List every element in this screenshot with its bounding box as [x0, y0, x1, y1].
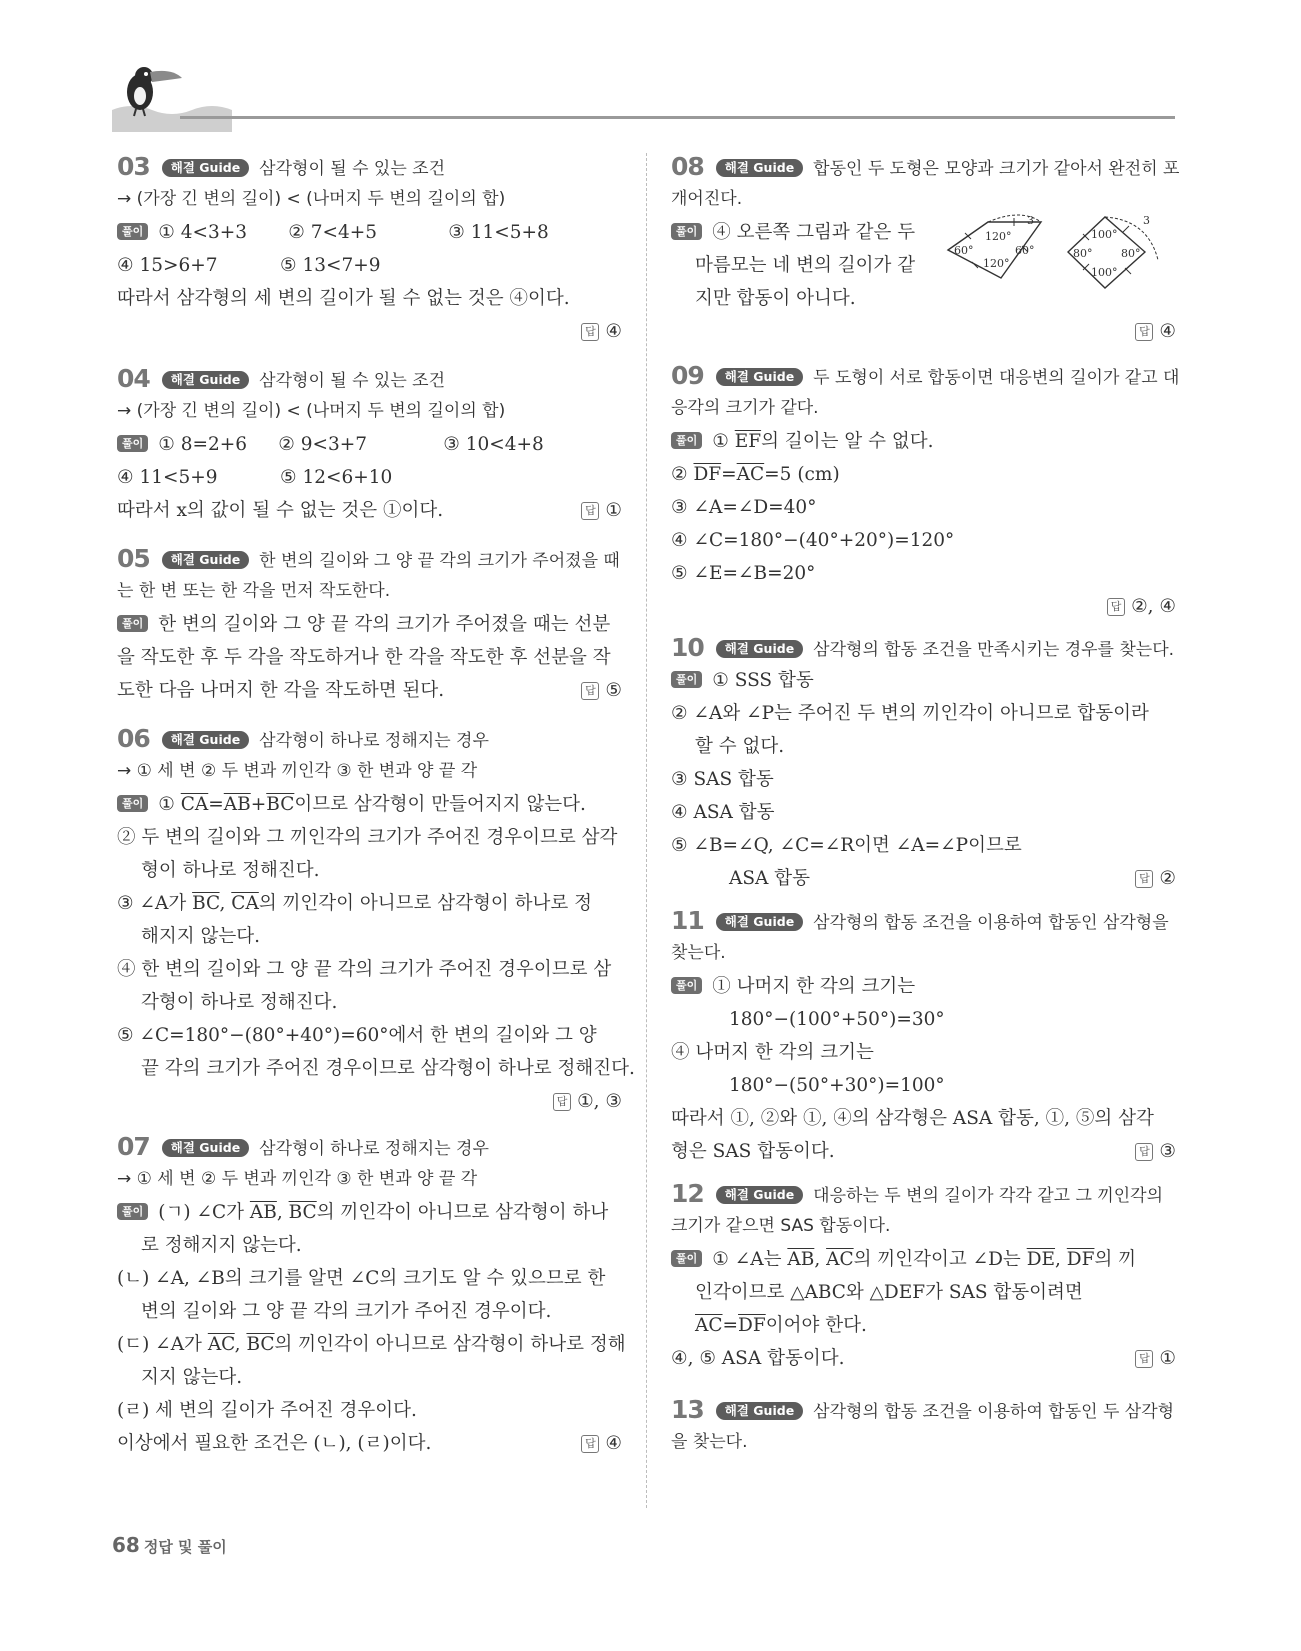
guide-badge: 해결 Guide	[716, 159, 803, 177]
step: ① 나머지 한 각의 크기는	[712, 976, 916, 997]
solution-text: 을 작도한 후 두 각을 작도하거나 한 각을 작도한 후 선분을 작	[117, 647, 611, 668]
step: ⑤ 12<6+10	[280, 467, 393, 488]
guide-text: 삼각형의 합동 조건을 이용하여 합동인 삼각형을	[813, 913, 1169, 933]
length-label: 3	[1027, 214, 1034, 227]
step: ④ 나머지 한 각의 크기는	[671, 1042, 874, 1063]
segment: $\overline{AB}$	[249, 1202, 277, 1223]
guide-text: 삼각형이 하나로 정해지는 경우	[259, 1139, 489, 1159]
angle-label: 80°	[1073, 247, 1093, 260]
guide-badge: 해결 Guide	[716, 913, 803, 931]
step: ④ 11<5+9	[117, 467, 218, 488]
guide-text: 삼각형이 될 수 있는 조건	[259, 159, 446, 179]
guide-text: 개어진다.	[671, 189, 743, 209]
solution-text: 마름모는 네 변의 길이가 같	[695, 255, 916, 276]
angle-label: 100°	[1091, 228, 1118, 241]
problem-number: 12	[671, 1179, 704, 1208]
answer: 답 ④	[1135, 315, 1176, 348]
solution-tag: 풀이	[671, 432, 702, 449]
segment: $\overline{AC}$	[207, 1334, 235, 1355]
segment: $\overline{BC}$	[288, 1202, 317, 1223]
segment: $\overline{AC}$	[826, 1249, 854, 1270]
answer-icon: 답	[581, 502, 599, 520]
step: ③ ∠A=∠D=40°	[671, 497, 817, 518]
guide-badge: 해결 Guide	[716, 1186, 803, 1204]
angle-label: 80°	[1121, 247, 1141, 260]
step: 할 수 없다.	[695, 736, 785, 757]
solution-text: 지지 않는다.	[141, 1367, 243, 1388]
answer: 답 ②	[1135, 862, 1176, 895]
solution-tag: 풀이	[671, 671, 702, 688]
answer-icon: 답	[581, 682, 599, 700]
segment: $\overline{DF}$	[693, 464, 722, 485]
solution-text: 지만 합동이 아니다.	[695, 288, 856, 309]
solution-text: (ㄴ) ∠A, ∠B의 크기를 알면 ∠C의 크기도 알 수 있으므로 한	[117, 1268, 606, 1289]
answer: 답 ④	[581, 315, 622, 348]
step: ① SSS 합동	[712, 670, 814, 691]
solution-text: 로 정해지지 않는다.	[141, 1235, 302, 1256]
rhombus-figures	[943, 212, 1173, 294]
guide-badge: 해결 Guide	[716, 640, 803, 658]
step: ② 7<4+5	[288, 222, 378, 243]
answer: 답 ④	[581, 1427, 622, 1460]
segment: $\overline{AB}$	[223, 794, 251, 815]
conclusion: 이상에서 필요한 조건은 (ㄴ), (ㄹ)이다.	[117, 1433, 432, 1454]
answer-icon: 답	[581, 1435, 599, 1453]
solution-text: 도한 다음 나머지 한 각을 작도하면 된다.	[117, 680, 445, 701]
solution-text: 해지지 않는다.	[141, 926, 260, 947]
problem-number: 13	[671, 1395, 704, 1424]
answer-icon: 답	[1135, 1350, 1153, 1368]
problem-number: 03	[117, 152, 150, 181]
conclusion: 형은 SAS 합동이다.	[671, 1141, 835, 1162]
page-number: 68	[112, 1533, 140, 1557]
angle-label: 120°	[985, 230, 1012, 243]
answer-icon: 답	[553, 1093, 571, 1111]
solution-tag: 풀이	[671, 977, 702, 994]
step: ③ 10<4+8	[443, 434, 544, 455]
problem-number: 11	[671, 906, 704, 935]
segment: $\overline{AC}$	[695, 1315, 723, 1336]
step: ① 4<3+3	[158, 222, 248, 243]
guide-text: 삼각형이 하나로 정해지는 경우	[259, 731, 489, 751]
conclusion: 따라서 삼각형의 세 변의 길이가 될 수 없는 것은 ④이다.	[117, 288, 570, 309]
solution-tag: 풀이	[117, 435, 148, 452]
guide-badge: 해결 Guide	[162, 731, 249, 749]
segment: $\overline{BC}$	[192, 893, 220, 914]
solution-text: ④ 오른쪽 그림과 같은 두	[712, 222, 916, 243]
problem-11	[671, 904, 1176, 1168]
segment: $\overline{CA}$	[180, 794, 209, 815]
conclusion: 따라서 x의 값이 될 수 없는 것은 ①이다.	[117, 500, 444, 521]
guide-text: 는 한 변 또는 한 각을 먼저 작도한다.	[117, 581, 391, 601]
answer: 답 ③	[1135, 1135, 1176, 1168]
step: 180°−(50°+30°)=100°	[729, 1075, 945, 1096]
footer-title: 정답 및 풀이	[143, 1538, 227, 1556]
solution-text: (ㄹ) 세 변의 길이가 주어진 경우이다.	[117, 1400, 417, 1421]
rule-text: → (가장 긴 변의 길이) < (나머지 두 변의 길이의 합)	[117, 189, 506, 209]
problem-number: 05	[117, 544, 150, 573]
guide-text: 대응하는 두 변의 길이가 각각 같고 그 끼인각의	[813, 1186, 1164, 1206]
angle-label: 60°	[1015, 244, 1035, 257]
problem-number: 10	[671, 633, 704, 662]
solution-text: 각형이 하나로 정해진다.	[141, 992, 338, 1013]
solution-text: ⑤ ∠C=180°−(80°+40°)=60°에서 한 변의 길이와 그 양	[117, 1025, 597, 1046]
guide-badge: 해결 Guide	[162, 159, 249, 177]
solution-text: 한 변의 길이와 그 양 끝 각의 크기가 주어졌을 때는 선분	[158, 614, 611, 635]
segment: $\overline{DF}$	[1066, 1249, 1095, 1270]
guide-badge: 해결 Guide	[162, 551, 249, 569]
conclusion: 따라서 ①, ②와 ①, ④의 삼각형은 ASA 합동, ①, ⑤의 삼각	[671, 1108, 1154, 1129]
segment: $\overline{BC}$	[266, 794, 295, 815]
step: ⑤ 13<7+9	[280, 255, 381, 276]
problem-12: 12 해결 Guide 대응하는 두 변의 길이가 각각 같고 그 끼인각의 크기가 같으면 SAS 합동이다. 풀이 ① ∠A는 $\overline{AB}$, $\overline{AC}$의 끼인각이고 ∠D는 $\overline{DE}$, $\overline{DF}$의 끼 인각이므로 △ABC와 △DEF가 SAS 합동이려면 $\overline{AC}=\overline{DF}$이어야 한다. ④, ⑤ ASA 합동이다. 답 ①	[671, 1177, 1176, 1375]
rule-text: → ① 세 변 ② 두 변과 끼인각 ③ 한 변과 양 끝 각	[117, 761, 478, 781]
problem-number: 04	[117, 364, 150, 393]
segment: $\overline{EF}$	[734, 431, 762, 452]
solution-text: 끝 각의 크기가 주어진 경우이므로 삼각형이 하나로 정해진다.	[141, 1058, 635, 1079]
angle-label: 100°	[1091, 266, 1118, 279]
rhombus-right	[1068, 214, 1158, 288]
answer-icon: 답	[1135, 870, 1153, 888]
answer-icon: 답	[1135, 323, 1153, 341]
guide-badge: 해결 Guide	[162, 1139, 249, 1157]
step: ⑤ ∠E=∠B=20°	[671, 563, 816, 584]
answer: 답 ①	[581, 494, 622, 527]
guide-text: 삼각형이 될 수 있는 조건	[259, 371, 446, 391]
page-footer	[112, 1533, 227, 1557]
answer: 답 ②, ④	[1107, 590, 1176, 623]
problem-04	[117, 362, 622, 527]
answer-icon: 답	[581, 323, 599, 341]
solution-text: ② 두 변의 길이와 그 끼인각의 크기가 주어진 경우이므로 삼각	[117, 827, 618, 848]
answer: 답 ①	[1135, 1342, 1176, 1375]
guide-text: 찾는다.	[671, 943, 726, 963]
guide-text: 삼각형의 합동 조건을 이용하여 합동인 두 삼각형	[813, 1402, 1175, 1422]
toucan-logo-icon	[110, 62, 290, 132]
problem-10	[671, 631, 1176, 895]
step: ④ 15>6+7	[117, 255, 218, 276]
length-label: 3	[1143, 214, 1150, 227]
solution-tag: 풀이	[117, 615, 148, 632]
guide-badge: 해결 Guide	[162, 371, 249, 389]
segment: $\overline{DE}$	[1026, 1249, 1056, 1270]
solution-tag: 풀이	[671, 1250, 702, 1267]
step: ④ ∠C=180°−(40°+20°)=120°	[671, 530, 955, 551]
step: ② 9<3+7	[278, 434, 368, 455]
step: 180°−(100°+50°)=30°	[729, 1009, 945, 1030]
rhombus-left	[948, 214, 1041, 278]
segment: $\overline{AB}$	[787, 1249, 815, 1270]
solution-tag: 풀이	[671, 223, 702, 240]
step: ④ ASA 합동	[671, 802, 775, 823]
answer-icon: 답	[1107, 598, 1125, 616]
solution-tag: 풀이	[117, 1203, 148, 1220]
column-divider	[646, 153, 647, 1508]
problem-number: 07	[117, 1132, 150, 1161]
step: ASA 합동	[729, 868, 811, 889]
solution-tag: 풀이	[117, 795, 148, 812]
solution-tag: 풀이	[117, 223, 148, 240]
guide-text: 삼각형의 합동 조건을 만족시키는 경우를 찾는다.	[813, 640, 1175, 660]
problem-05	[117, 542, 622, 707]
problem-number: 09	[671, 361, 704, 390]
answer-icon: 답	[1135, 1143, 1153, 1161]
step: ⑤ ∠B=∠Q, ∠C=∠R이면 ∠A=∠P이므로	[671, 835, 1022, 856]
step: ② ∠A와 ∠P는 주어진 두 변의 끼인각이 아니므로 합동이라	[671, 703, 1149, 724]
problem-07: 07 해결 Guide 삼각형이 하나로 정해지는 경우 → ① 세 변 ② 두 변과 끼인각 ③ 한 변과 양 끝 각 풀이 (ㄱ) ∠C가 $\overline{AB}$, $\overline{BC}$의 끼인각이 아니므로 삼각형이 하나 로 정해지지 않는다. (ㄴ) ∠A, ∠B의 크기를 알면 ∠C의 크기도 알 수 있으므로 한 변의 길이와 그 양 끝 각의 크기가 주어진 경우이다. (ㄷ) ∠A가 $\overline{AC}$, $\overline{BC}$의 끼인각이 아니므로 삼각형이 하나로 정해 지지 않는다. (ㄹ) 세 변의 길이가 주어진 경우이다. 이상에서 필요한 조건은 (ㄴ), (ㄹ)이다. 답 ④	[117, 1130, 622, 1460]
guide-text: 크기가 같으면 SAS 합동이다.	[671, 1216, 891, 1236]
guide-badge: 해결 Guide	[716, 1402, 803, 1420]
rule-text: → ① 세 변 ② 두 변과 끼인각 ③ 한 변과 양 끝 각	[117, 1169, 478, 1189]
segment: $\overline{DF}$	[738, 1315, 766, 1336]
problem-06: 06 해결 Guide 삼각형이 하나로 정해지는 경우 → ① 세 변 ② 두 변과 끼인각 ③ 한 변과 양 끝 각 풀이 ① $\overline{CA}=\overline{AB}+\overline{BC}$이므로 삼각형이 만들어지지 않는다. ② 두 변의 길이와 그 끼인각의 크기가 주어진 경우이므로 삼각 형이 하나로 정해진다. ③ ∠A가 $\overline{BC}$, $\overline{CA}$의 끼인각이 아니므로 삼각형이 하나로 정 해지지 않는다. ④ 한 변의 길이와 그 양 끝 각의 크기가 주어진 경우이므로 삼 각형이 하나로 정해진다. ⑤ ∠C=180°−(80°+40°)=60°에서 한 변의 길이와 그 양 끝 각의 크기가 주어진 경우이므로 삼각형이 하나로 정해진다. 답 ①, ③	[117, 722, 622, 1118]
problem-03	[117, 150, 622, 348]
answer: 답 ①, ③	[553, 1085, 622, 1118]
problem-number: 06	[117, 724, 150, 753]
angle-label: 120°	[983, 257, 1010, 270]
step: ③ SAS 합동	[671, 769, 774, 790]
solution-text: 형이 하나로 정해진다.	[141, 860, 320, 881]
solution-text: 변의 길이와 그 양 끝 각의 크기가 주어진 경우이다.	[141, 1301, 552, 1322]
solution-text: ④ 한 변의 길이와 그 양 끝 각의 크기가 주어진 경우이므로 삼	[117, 959, 612, 980]
answer: 답 ⑤	[581, 674, 622, 707]
page-header	[110, 62, 1175, 132]
problem-08	[671, 150, 1180, 348]
guide-text: 두 도형이 서로 합동이면 대응변의 길이가 같고 대	[813, 368, 1180, 388]
guide-text: 응각의 크기가 같다.	[671, 398, 819, 418]
problem-13	[671, 1393, 1176, 1459]
step: ① 8=2+6	[158, 434, 248, 455]
segment: $\overline{BC}$	[246, 1334, 275, 1355]
guide-badge: 해결 Guide	[716, 368, 803, 386]
problem-09: 09 해결 Guide 두 도형이 서로 합동이면 대응변의 길이가 같고 대 응각의 크기가 같다. 풀이 ① $\overline{EF}$의 길이는 알 수 없다. ② $\overline{DF}=\overline{AC}=5$ (cm) ③ ∠A=∠D=40° ④ ∠C=180°−(40°+20°)=120° ⑤ ∠E=∠B=20° 답 ②, ④	[671, 359, 1176, 623]
angle-label: 60°	[954, 244, 974, 257]
problem-number: 08	[671, 152, 704, 181]
step: ③ 11<5+8	[448, 222, 549, 243]
segment: $\overline{AC}$	[736, 464, 765, 485]
guide-text: 한 변의 길이와 그 양 끝 각의 크기가 주어졌을 때	[259, 551, 620, 571]
guide-text: 합동인 두 도형은 모양과 크기가 같아서 완전히 포	[813, 159, 1180, 179]
segment: $\overline{CA}$	[231, 893, 259, 914]
step: 인각이므로 △ABC와 △DEF가 SAS 합동이려면	[695, 1282, 1083, 1303]
header-rule	[180, 116, 1175, 119]
guide-text: 을 찾는다.	[671, 1432, 748, 1452]
rule-text: → (가장 긴 변의 길이) < (나머지 두 변의 길이의 합)	[117, 401, 506, 421]
step: ④, ⑤ ASA 합동이다.	[671, 1348, 845, 1369]
